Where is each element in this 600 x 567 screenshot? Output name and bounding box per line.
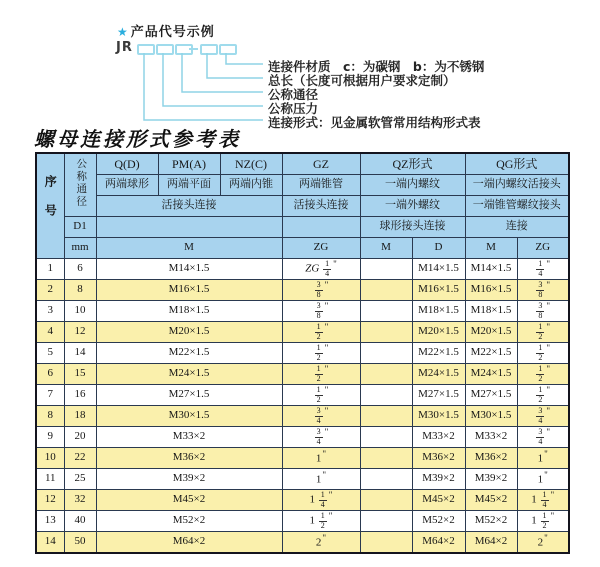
cell-serial: 8 <box>36 406 64 427</box>
cell-serial: 5 <box>36 343 64 364</box>
cell-qz-m <box>360 406 412 427</box>
label-form: 连接形式：见金属软管常用结构形式表 <box>268 115 481 130</box>
header-connection-qg: 一端锥管螺纹接头 <box>465 196 569 217</box>
cell-gz: $\frac{3}{4}$ " <box>282 406 360 427</box>
cell-qg-zg: $\frac{3}{8}$ " <box>517 301 569 322</box>
cell-qz-m <box>360 280 412 301</box>
table-row <box>36 385 569 406</box>
cell-m-union: M18×1.5 <box>96 301 282 322</box>
header-d1: D1 <box>64 217 96 238</box>
cell-gz: 2" <box>282 532 360 554</box>
header-connection-union: 活接头连接 <box>96 196 282 217</box>
header-thread-m2: M <box>360 238 412 259</box>
cell-qg-m: M52×2 <box>465 511 517 532</box>
cell-serial: 10 <box>36 448 64 469</box>
cell-mm: 20 <box>64 427 96 448</box>
header-form-qz: QZ形式 <box>360 153 465 175</box>
table-header <box>36 153 569 259</box>
cell-qg-zg: 1" <box>517 469 569 490</box>
cell-qz-d: M52×2 <box>412 511 465 532</box>
cell-qg-m: M64×2 <box>465 532 517 554</box>
cell-qg-zg: 1" <box>517 448 569 469</box>
cell-qz-m <box>360 364 412 385</box>
cell-qz-m <box>360 469 412 490</box>
connector-line-length <box>207 53 263 78</box>
header-endtype-pma: 两端平面 <box>158 175 220 196</box>
table-row <box>36 343 569 364</box>
cell-qg-zg: 1 $\frac{1}{2}$ " <box>517 511 569 532</box>
reference-table <box>35 152 570 554</box>
cell-m-union: M24×1.5 <box>96 364 282 385</box>
cell-qg-zg: $\frac{3}{4}$ " <box>517 427 569 448</box>
header-form-qd: Q(D) <box>96 153 158 175</box>
cell-qg-m: M16×1.5 <box>465 280 517 301</box>
cell-qz-d: M39×2 <box>412 469 465 490</box>
cell-serial: 2 <box>36 280 64 301</box>
header-connection-qz: 一端外螺纹 <box>360 196 465 217</box>
cell-m-union: M14×1.5 <box>96 259 282 280</box>
table-row <box>36 364 569 385</box>
cell-qz-d: M27×1.5 <box>412 385 465 406</box>
cell-m-union: M33×2 <box>96 427 282 448</box>
label-length: 总长（长度可根据用户要求定制） <box>268 73 456 88</box>
cell-qz-m <box>360 322 412 343</box>
header-unit: mm <box>64 238 96 259</box>
cell-m-union: M36×2 <box>96 448 282 469</box>
cell-mm: 40 <box>64 511 96 532</box>
cell-mm: 15 <box>64 364 96 385</box>
cell-qz-d: M16×1.5 <box>412 280 465 301</box>
header-subconnection-qz: 球形接头连接 <box>360 217 465 238</box>
cell-m-union: M22×1.5 <box>96 343 282 364</box>
cell-mm: 18 <box>64 406 96 427</box>
cell-serial: 14 <box>36 532 64 554</box>
cell-m-union: M52×2 <box>96 511 282 532</box>
header-thread-zg1: ZG <box>282 238 360 259</box>
cell-qg-m: M27×1.5 <box>465 385 517 406</box>
cell-gz: 1 $\frac{1}{4}$ " <box>282 490 360 511</box>
table-row <box>36 511 569 532</box>
header-endtype-qz: 一端内螺纹 <box>360 175 465 196</box>
cell-gz: $\frac{3}{4}$ " <box>282 427 360 448</box>
connector-line-material <box>226 53 263 64</box>
table-row <box>36 469 569 490</box>
cell-mm: 8 <box>64 280 96 301</box>
header-connection-gz: 活接头连接 <box>282 196 360 217</box>
cell-mm: 14 <box>64 343 96 364</box>
cell-qz-d: M45×2 <box>412 490 465 511</box>
cell-qz-d: M14×1.5 <box>412 259 465 280</box>
cell-mm: 32 <box>64 490 96 511</box>
table-row <box>36 280 569 301</box>
cell-gz: $\frac{1}{2}$ " <box>282 385 360 406</box>
connector-line-diameter <box>182 53 263 92</box>
cell-qz-m <box>360 427 412 448</box>
cell-qz-d: M30×1.5 <box>412 406 465 427</box>
header-subconnection-qg: 连接 <box>465 217 569 238</box>
cell-qg-m: M18×1.5 <box>465 301 517 322</box>
cell-qg-zg: $\frac{3}{8}$ " <box>517 280 569 301</box>
header-form-qg: QG形式 <box>465 153 569 175</box>
cell-mm: 25 <box>64 469 96 490</box>
cell-qg-m: M22×1.5 <box>465 343 517 364</box>
table-body <box>36 259 569 554</box>
header-thread-d: D <box>412 238 465 259</box>
cell-m-union: M64×2 <box>96 532 282 554</box>
header-endtype-gz: 两端锥管 <box>282 175 360 196</box>
cell-qz-d: M22×1.5 <box>412 343 465 364</box>
header-endtype-nzc: 两端内锥 <box>220 175 282 196</box>
table-row <box>36 448 569 469</box>
table-row <box>36 322 569 343</box>
label-pressure: 公称压力 <box>268 101 319 116</box>
table-title: 螺母连接形式参考表 <box>34 127 241 151</box>
cell-qz-m <box>360 490 412 511</box>
cell-qg-m: M24×1.5 <box>465 364 517 385</box>
cell-qg-m: M14×1.5 <box>465 259 517 280</box>
cell-mm: 16 <box>64 385 96 406</box>
cell-qg-m: M20×1.5 <box>465 322 517 343</box>
label-diameter: 公称通径 <box>268 87 319 102</box>
header-form-gz: GZ <box>282 153 360 175</box>
cell-gz: $\frac{1}{2}$ " <box>282 343 360 364</box>
cell-gz: 1 $\frac{1}{2}$ " <box>282 511 360 532</box>
header-nominal-diameter-label: 公称通径 <box>75 158 87 209</box>
table-row <box>36 259 569 280</box>
cell-qz-m <box>360 511 412 532</box>
cell-m-union: M27×1.5 <box>96 385 282 406</box>
cell-gz: ZG $\frac{1}{4}$ " <box>282 259 360 280</box>
cell-qz-d: M36×2 <box>412 448 465 469</box>
cell-qg-zg: $\frac{1}{2}$ " <box>517 364 569 385</box>
cell-serial: 9 <box>36 427 64 448</box>
cell-mm: 6 <box>64 259 96 280</box>
header-form-pma: PM(A) <box>158 153 220 175</box>
cell-qz-m <box>360 343 412 364</box>
cell-qg-zg: $\frac{1}{2}$ " <box>517 343 569 364</box>
header-endtype-qg: 一端内螺纹活接头 <box>465 175 569 196</box>
header-thread-m3: M <box>465 238 517 259</box>
cell-qg-zg: 2" <box>517 532 569 554</box>
header-empty-left <box>96 217 282 238</box>
label-material: 连接件材质 c：为碳钢 b：为不锈钢 <box>268 59 485 74</box>
cell-m-union: M20×1.5 <box>96 322 282 343</box>
cell-serial: 12 <box>36 490 64 511</box>
table-row <box>36 406 569 427</box>
header-nominal-diameter <box>64 153 96 217</box>
cell-qg-zg: $\frac{1}{2}$ " <box>517 385 569 406</box>
cell-qz-m <box>360 448 412 469</box>
cell-gz: $\frac{3}{8}$ " <box>282 301 360 322</box>
cell-gz: 1" <box>282 469 360 490</box>
cell-qg-m: M45×2 <box>465 490 517 511</box>
cell-qz-d: M20×1.5 <box>412 322 465 343</box>
connector-line-pressure <box>163 53 263 106</box>
table-row <box>36 301 569 322</box>
cell-qz-m <box>360 532 412 554</box>
cell-qz-m <box>360 301 412 322</box>
header-thread-m1: M <box>96 238 282 259</box>
cell-qz-m <box>360 385 412 406</box>
cell-qz-d: M33×2 <box>412 427 465 448</box>
cell-mm: 12 <box>64 322 96 343</box>
header-serial-label: 序号 <box>43 175 58 234</box>
cell-qg-zg: $\frac{1}{2}$ " <box>517 322 569 343</box>
code-prefix: JR <box>116 40 133 55</box>
cell-gz: 1" <box>282 448 360 469</box>
cell-m-union: M30×1.5 <box>96 406 282 427</box>
cell-qg-zg: 1 $\frac{1}{4}$ " <box>517 490 569 511</box>
cell-gz: $\frac{1}{2}$ " <box>282 364 360 385</box>
diagram-title: 产品代号示例 <box>130 25 215 40</box>
header-thread-zg2: ZG <box>517 238 569 259</box>
header-empty-gz <box>282 217 360 238</box>
cell-qg-m: M39×2 <box>465 469 517 490</box>
star-icon: ★ <box>117 25 129 39</box>
cell-serial: 7 <box>36 385 64 406</box>
cell-gz: $\frac{3}{8}$ " <box>282 280 360 301</box>
cell-qz-d: M24×1.5 <box>412 364 465 385</box>
cell-serial: 3 <box>36 301 64 322</box>
cell-m-union: M39×2 <box>96 469 282 490</box>
table-row <box>36 427 569 448</box>
cell-m-union: M16×1.5 <box>96 280 282 301</box>
cell-m-union: M45×2 <box>96 490 282 511</box>
cell-serial: 1 <box>36 259 64 280</box>
cell-qz-m <box>360 259 412 280</box>
cell-qg-zg: $\frac{3}{4}$ " <box>517 406 569 427</box>
header-form-nzc: NZ(C) <box>220 153 282 175</box>
cell-qg-m: M30×1.5 <box>465 406 517 427</box>
cell-qg-m: M36×2 <box>465 448 517 469</box>
cell-gz: $\frac{1}{2}$ " <box>282 322 360 343</box>
cell-qz-d: M64×2 <box>412 532 465 554</box>
cell-serial: 6 <box>36 364 64 385</box>
header-endtype-qd: 两端球形 <box>96 175 158 196</box>
connector-line-form <box>144 53 263 120</box>
header-serial <box>36 153 64 259</box>
cell-mm: 22 <box>64 448 96 469</box>
cell-serial: 4 <box>36 322 64 343</box>
cell-serial: 13 <box>36 511 64 532</box>
cell-serial: 11 <box>36 469 64 490</box>
cell-qg-zg: $\frac{1}{4}$ " <box>517 259 569 280</box>
cell-mm: 50 <box>64 532 96 554</box>
cell-mm: 10 <box>64 301 96 322</box>
cell-qg-m: M33×2 <box>465 427 517 448</box>
table-row <box>36 532 569 554</box>
table-row <box>36 490 569 511</box>
cell-qz-d: M18×1.5 <box>412 301 465 322</box>
